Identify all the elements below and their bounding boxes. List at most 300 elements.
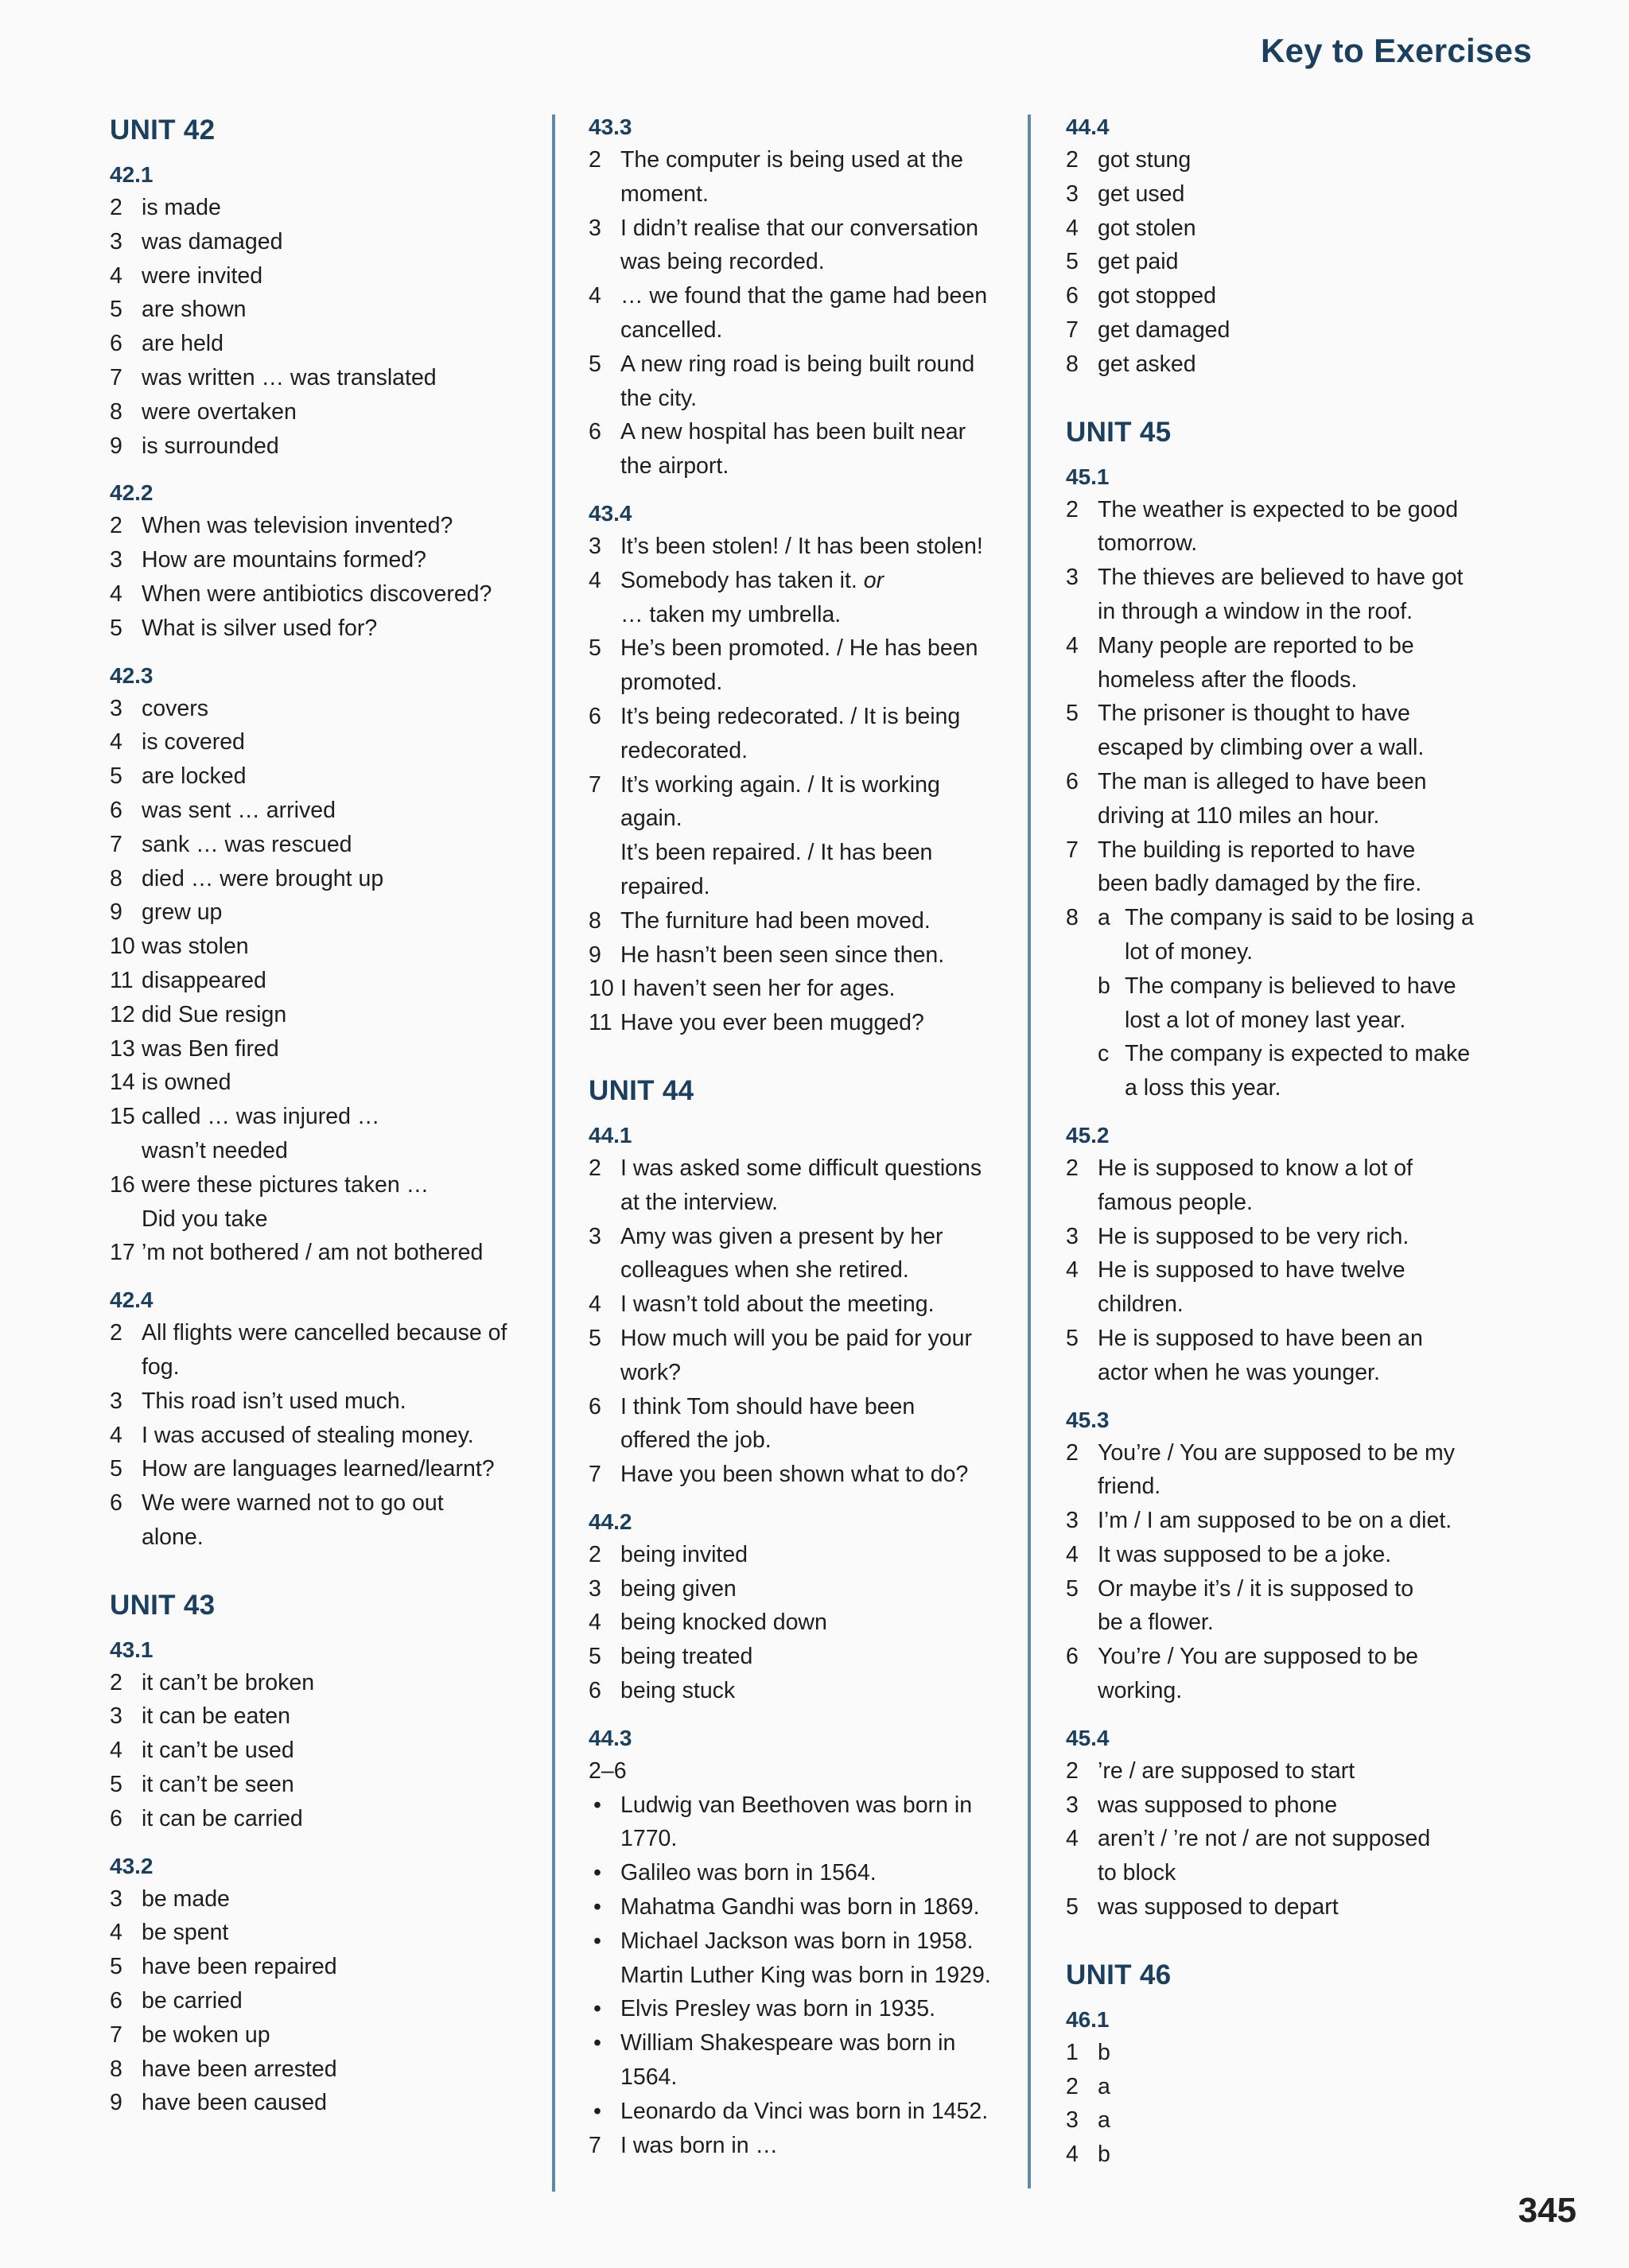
item-continuation: the airport. <box>620 453 729 480</box>
answer-item <box>110 725 544 759</box>
item-main-text: it can’t be seen <box>142 1772 294 1798</box>
item-range: 2–6 <box>589 1757 627 1784</box>
item-continuation: in through a window in the roof. <box>1098 598 1413 624</box>
item-number: 3 <box>1066 1508 1079 1534</box>
item-number: 7 <box>1066 317 1079 343</box>
answer-item <box>589 700 1028 768</box>
item-main-text: The prisoner is thought to have <box>1098 701 1410 727</box>
answer-item <box>1066 1504 1511 1538</box>
answer-item <box>110 1916 544 1950</box>
item-number: 8 <box>110 398 122 425</box>
answer-item <box>110 1168 544 1237</box>
item-main-text: I wasn’t told about the meeting. <box>620 1291 935 1318</box>
item-number: 4 <box>110 262 122 289</box>
answer-item <box>1066 2070 1511 2104</box>
item-number: 1 <box>1066 2039 1079 2065</box>
answer-subitem <box>1066 901 1511 969</box>
item-text <box>620 212 1028 280</box>
item-text <box>1098 1538 1511 1572</box>
exercise-block <box>110 1284 544 1555</box>
item-main-text: got stolen <box>1098 215 1196 241</box>
answer-item <box>1066 629 1511 697</box>
item-number: 5 <box>110 763 122 790</box>
exercise-block <box>589 111 1028 484</box>
answer-item <box>110 1699 544 1734</box>
answer-item <box>589 768 1028 904</box>
answer-item <box>589 279 1028 348</box>
item-text <box>1098 765 1511 833</box>
answer-item <box>110 327 544 361</box>
item-number: 2 <box>589 147 601 173</box>
item-text <box>1098 1572 1511 1641</box>
unit-section <box>110 1569 544 2121</box>
item-text <box>142 794 544 828</box>
exercise-label: 45.3 <box>1066 1407 1110 1432</box>
item-text <box>142 1316 544 1384</box>
item-main-text: How much will you be paid for your <box>620 1325 972 1351</box>
exercise-label: 43.2 <box>110 1853 154 1878</box>
item-text <box>142 361 544 395</box>
item-main-text: I didn’t realise that our conversation <box>620 215 978 241</box>
item-number: 3 <box>589 215 601 241</box>
item-number: 4 <box>1066 1826 1079 1852</box>
answer-item <box>110 759 544 794</box>
item-main-text: I was asked some difficult questions <box>620 1155 982 1181</box>
answer-item <box>1066 2138 1511 2172</box>
exercise-label: 42.3 <box>110 662 154 688</box>
item-text <box>142 509 544 543</box>
item-main-text: ’re / are supposed to start <box>1098 1757 1355 1784</box>
item-main-text: The man is alleged to have been <box>1098 768 1427 794</box>
item-main-text: He is supposed to have twelve <box>1098 1257 1405 1284</box>
item-text <box>620 1287 1028 1322</box>
item-main-text: The furniture had been moved. <box>620 907 931 934</box>
exercise-label: 45.1 <box>1066 464 1110 489</box>
item-continuation: friend. <box>1098 1474 1161 1500</box>
answer-item <box>1066 765 1511 833</box>
item-main-text: is owned <box>142 1070 231 1096</box>
item-number: 6 <box>589 1393 601 1419</box>
item-number: 4 <box>110 581 122 607</box>
unit-heading: UNIT 44 <box>589 1074 694 1106</box>
answer-item <box>1066 697 1511 765</box>
answer-item-with-parts <box>1066 901 1511 1105</box>
item-main-text: The company is believed to have <box>1125 973 1456 999</box>
unit-heading: UNIT 43 <box>110 1589 216 1621</box>
exercise-label: 43.3 <box>589 115 632 139</box>
item-main-text: have been repaired <box>142 1954 337 1980</box>
item-continuation: fog. <box>142 1353 180 1380</box>
item-text <box>1098 1436 1511 1505</box>
unit-spacer <box>589 1054 1028 1072</box>
bullet-item <box>589 1924 1028 1993</box>
item-text <box>142 1452 544 1486</box>
answer-column-3 <box>1066 0 1511 2268</box>
exercise-label: 43.4 <box>589 500 632 526</box>
item-main-text: It’s being redecorated. / It is being <box>620 703 961 729</box>
item-main-text: All flights were cancelled because of <box>142 1320 507 1346</box>
item-number: 5 <box>589 635 601 662</box>
item-number: 4 <box>589 283 601 309</box>
item-text <box>620 1992 1028 2026</box>
answer-item <box>110 1984 544 2018</box>
answer-item <box>110 692 544 726</box>
item-main-text: be woken up <box>142 2021 270 2048</box>
answer-item <box>110 225 544 259</box>
item-text <box>620 1640 1028 1674</box>
item-main-text: The company is said to be losing a <box>1125 905 1474 931</box>
item-main-text: We were warned not to go out <box>142 1490 444 1517</box>
exercise-label: 44.4 <box>1066 115 1110 139</box>
answer-item <box>1066 348 1511 382</box>
answer-item <box>110 2018 544 2052</box>
item-main-text: a <box>1098 2073 1110 2099</box>
item-number: 8 <box>1066 351 1079 377</box>
item-number: 16 <box>110 1171 135 1198</box>
answer-item <box>110 429 544 464</box>
item-text <box>1125 901 1511 969</box>
item-number: 4 <box>110 1422 122 1448</box>
answer-item <box>1066 143 1511 177</box>
item-text <box>620 904 1028 938</box>
item-number: 6 <box>589 419 601 445</box>
answer-item <box>110 361 544 395</box>
unit-section <box>1066 1939 1511 2172</box>
item-main-text: it can’t be used <box>142 1738 294 1764</box>
item-text <box>1098 2070 1511 2104</box>
answer-item <box>589 1006 1028 1040</box>
item-number: 7 <box>589 771 601 798</box>
item-main-text: died … were brought up <box>142 865 384 891</box>
column-content <box>110 111 544 2134</box>
answer-item <box>110 2052 544 2087</box>
exercise-block <box>1066 111 1511 382</box>
answer-item <box>1066 313 1511 348</box>
item-text <box>1098 143 1511 177</box>
item-main-text: Amy was given a present by her <box>620 1223 943 1249</box>
item-main-text: called … was injured … <box>142 1104 380 1130</box>
item-text <box>1098 1890 1511 1924</box>
page-number: 345 <box>1518 2191 1577 2230</box>
answer-item <box>110 1066 544 1100</box>
item-text <box>142 964 544 998</box>
item-number: 3 <box>1066 2107 1079 2134</box>
item-text <box>142 1168 544 1237</box>
item-main-text: I’m / I am supposed to be on a diet. <box>1098 1508 1452 1534</box>
item-main-text: I think Tom should have been <box>620 1393 916 1419</box>
column-content <box>1066 111 1511 2186</box>
item-main-text: being knocked down <box>620 1610 827 1636</box>
item-main-text: it can be carried <box>142 1805 303 1831</box>
item-continuation: It’s been repaired. / It has been <box>620 840 933 866</box>
item-number: 2 <box>589 1155 601 1181</box>
item-main-text: I was accused of stealing money. <box>142 1422 474 1448</box>
item-number: 6 <box>110 331 122 357</box>
item-main-text: He is supposed to have been an <box>1098 1325 1423 1351</box>
answer-item <box>110 1384 544 1419</box>
item-main-text: being stuck <box>620 1678 736 1704</box>
item-number: 9 <box>110 2090 122 2116</box>
item-number: 2 <box>1066 147 1079 173</box>
item-main-text: is covered <box>142 729 245 755</box>
item-number <box>1066 1037 1098 1105</box>
item-text <box>1098 697 1511 765</box>
item-main-text: get damaged <box>1098 317 1230 343</box>
answer-item <box>589 1674 1028 1708</box>
item-main-text: This road isn’t used much. <box>142 1388 406 1414</box>
item-number: 3 <box>110 1703 122 1730</box>
item-text <box>142 2018 544 2052</box>
item-continuation: children. <box>1098 1291 1184 1318</box>
item-number: 7 <box>110 2021 122 2048</box>
item-text <box>1098 1754 1511 1788</box>
item-main-text: were these pictures taken … <box>142 1171 430 1198</box>
unit-section <box>1066 396 1511 1924</box>
item-main-text: When was television invented? <box>142 513 453 539</box>
item-number: 4 <box>1066 2142 1079 2168</box>
item-main-text: … we found that the game had been <box>620 283 988 309</box>
item-continuation: actor when he was younger. <box>1098 1359 1380 1385</box>
item-main-text: I haven’t seen her for ages. <box>620 976 896 1002</box>
answer-item <box>110 2086 544 2120</box>
item-number: 4 <box>110 1738 122 1764</box>
answer-item <box>110 293 544 327</box>
item-number: 5 <box>1066 1325 1079 1351</box>
item-main-text: ’m not bothered / am not bothered <box>142 1240 484 1266</box>
item-continuation: repaired. <box>620 873 710 899</box>
item-text <box>1098 2103 1511 2138</box>
item-text <box>1098 348 1511 382</box>
column-content <box>589 111 1028 2177</box>
answer-item <box>1066 833 1511 902</box>
answer-item <box>1066 2103 1511 2138</box>
item-number: 12 <box>110 1001 135 1027</box>
bullet-icon: • <box>593 2098 601 2124</box>
unit-spacer <box>1066 396 1511 414</box>
answer-item <box>110 930 544 964</box>
answer-item <box>1066 493 1511 561</box>
item-main-text: The thieves are believed to have got <box>1098 565 1464 591</box>
answer-item <box>1066 245 1511 279</box>
answer-item <box>589 1151 1028 1220</box>
item-text <box>142 612 544 646</box>
item-continuation: escaped by climbing over a wall. <box>1098 735 1425 761</box>
item-number: 7 <box>1066 837 1079 863</box>
item-number: 2 <box>589 1541 601 1567</box>
item-number: 4 <box>110 1920 122 1946</box>
answer-item <box>1066 1754 1511 1788</box>
answer-item <box>110 1486 544 1555</box>
answer-item <box>1066 1322 1511 1390</box>
item-number: 2 <box>110 513 122 539</box>
item-main-text: b <box>1098 2039 1110 2065</box>
item-number: 5 <box>110 1456 122 1482</box>
answer-item <box>110 862 544 896</box>
item-number: 3 <box>1066 1792 1079 1818</box>
item-main-text: sank … was rescued <box>142 831 352 857</box>
item-text <box>142 429 544 464</box>
item-text <box>1098 1640 1511 1708</box>
unit-section <box>1066 111 1511 382</box>
item-main-text: Leonardo da Vinci was born in 1452. <box>620 2098 989 2124</box>
item-text <box>142 1236 544 1270</box>
item-number <box>1066 969 1098 1038</box>
item-text <box>142 1984 544 2018</box>
item-number: 5 <box>1066 249 1079 275</box>
answer-item <box>110 1316 544 1384</box>
item-number: 15 <box>110 1104 135 1130</box>
answer-item <box>589 1606 1028 1640</box>
answer-item <box>589 1640 1028 1674</box>
item-continuation: Did you take <box>142 1206 268 1232</box>
item-continuation: a loss this year. <box>1125 1075 1281 1101</box>
item-number: 4 <box>589 1610 601 1636</box>
exercise-block <box>110 1851 544 2121</box>
item-main-text: was supposed to depart <box>1098 1894 1339 1920</box>
item-text <box>142 543 544 577</box>
item-text <box>142 1066 544 1100</box>
item-main-text: covers <box>142 695 208 721</box>
column-divider <box>552 115 555 2192</box>
item-text <box>620 1674 1028 1708</box>
item-text <box>142 998 544 1032</box>
item-continuation: the city. <box>620 385 698 411</box>
bullet-item <box>589 1890 1028 1924</box>
item-continuation: Martin Luther King was born in 1929. <box>620 1962 991 1988</box>
item-number: 7 <box>589 2132 601 2158</box>
item-number: 2 <box>1066 1439 1079 1466</box>
item-text <box>142 1950 544 1984</box>
item-text <box>142 577 544 612</box>
item-number: 7 <box>110 831 122 857</box>
item-continuation: lost a lot of money last year. <box>1125 1007 1406 1033</box>
item-number: 11 <box>110 967 134 993</box>
answer-item <box>110 1734 544 1768</box>
answer-item <box>1066 212 1511 246</box>
item-number: 5 <box>589 351 601 377</box>
item-number: 6 <box>1066 1644 1079 1670</box>
item-main-text: He’s been promoted. / He has been <box>620 635 978 662</box>
bullet-icon: • <box>593 1792 601 1818</box>
item-main-text: Ludwig van Beethoven was born in <box>620 1792 973 1818</box>
exercise-block <box>1066 461 1511 1105</box>
item-main-text: is made <box>142 195 221 220</box>
item-text <box>142 1666 544 1700</box>
bullet-icon: • <box>593 2030 601 2056</box>
item-text <box>1098 313 1511 348</box>
exercise-label: 42.1 <box>110 162 154 187</box>
item-text <box>142 1384 544 1419</box>
answer-item <box>1066 1538 1511 1572</box>
exercise-label: 44.1 <box>589 1122 632 1148</box>
answer-item <box>110 1419 544 1453</box>
exercise-block <box>1066 2004 1511 2172</box>
answer-item <box>110 259 544 293</box>
exercise-label: 44.2 <box>589 1509 632 1534</box>
item-number: 8 <box>110 2056 122 2082</box>
exercise-block <box>589 1506 1028 1708</box>
item-text <box>1098 245 1511 279</box>
item-text <box>620 530 1028 564</box>
item-continuation: moment. <box>620 181 709 207</box>
item-text <box>620 1322 1028 1390</box>
item-main-text: get used <box>1098 181 1185 207</box>
exercise-block <box>589 1722 1028 2163</box>
item-text <box>142 1882 544 1917</box>
item-text <box>1098 1322 1511 1390</box>
answer-item <box>1066 1253 1511 1322</box>
item-main-text: Somebody has taken it. <box>620 567 857 593</box>
item-text <box>1098 1220 1511 1254</box>
item-text <box>142 293 544 327</box>
answer-item <box>110 191 544 225</box>
item-text <box>1098 2138 1511 2172</box>
item-number: 4 <box>589 567 601 593</box>
bullet-item <box>589 2095 1028 2129</box>
unit-heading: UNIT 45 <box>1066 416 1172 448</box>
answer-item <box>110 395 544 429</box>
item-text <box>620 700 1028 768</box>
item-number: 6 <box>589 703 601 729</box>
exercise-block <box>110 660 544 1271</box>
item-text <box>620 1606 1028 1640</box>
item-main-text: Or maybe it’s / it is supposed to <box>1098 1575 1414 1602</box>
unit-heading: UNIT 42 <box>110 115 216 146</box>
item-number: 3 <box>110 547 122 573</box>
item-text <box>1098 279 1511 313</box>
item-main-text: be made <box>142 1885 230 1912</box>
exercise-block <box>110 477 544 645</box>
item-text <box>620 1788 1028 1857</box>
item-number: 3 <box>110 695 122 721</box>
item-continuation: tomorrow. <box>1098 530 1198 557</box>
exercise-block <box>110 1634 544 1836</box>
item-main-text: I was born in … <box>620 2132 778 2158</box>
item-text <box>620 2129 1028 2163</box>
item-main-text: got stopped <box>1098 283 1216 309</box>
item-main-text: get paid <box>1098 249 1179 275</box>
answer-item <box>589 1458 1028 1492</box>
item-main-text: It’s been stolen! / It has been stolen! <box>620 533 983 559</box>
item-main-text: The building is reported to have <box>1098 837 1416 863</box>
item-main-text: b <box>1098 2142 1110 2168</box>
item-text <box>142 225 544 259</box>
answer-item <box>110 1802 544 1836</box>
item-number: 5 <box>589 1644 601 1670</box>
item-number: 2 <box>1066 1155 1079 1181</box>
exercise-block <box>589 1120 1028 1492</box>
item-text <box>1098 1151 1511 1220</box>
item-text <box>142 327 544 361</box>
item-text <box>1098 561 1511 629</box>
item-text <box>142 1032 544 1066</box>
item-text <box>620 1538 1028 1572</box>
item-number: 2 <box>110 1320 122 1346</box>
item-continuation: was being recorded. <box>620 249 825 275</box>
answer-item <box>110 1882 544 1917</box>
answer-item <box>1066 1572 1511 1641</box>
item-text <box>1098 493 1511 561</box>
answer-item <box>589 143 1028 212</box>
item-text <box>142 759 544 794</box>
item-main-text: it can’t be broken <box>142 1669 315 1695</box>
answer-item <box>110 543 544 577</box>
item-text <box>142 930 544 964</box>
answer-item <box>110 828 544 862</box>
item-continuation: been badly damaged by the fire. <box>1098 871 1422 897</box>
item-main-text: A new hospital has been built near <box>620 419 966 445</box>
item-main-text: have been caused <box>142 2090 327 2116</box>
